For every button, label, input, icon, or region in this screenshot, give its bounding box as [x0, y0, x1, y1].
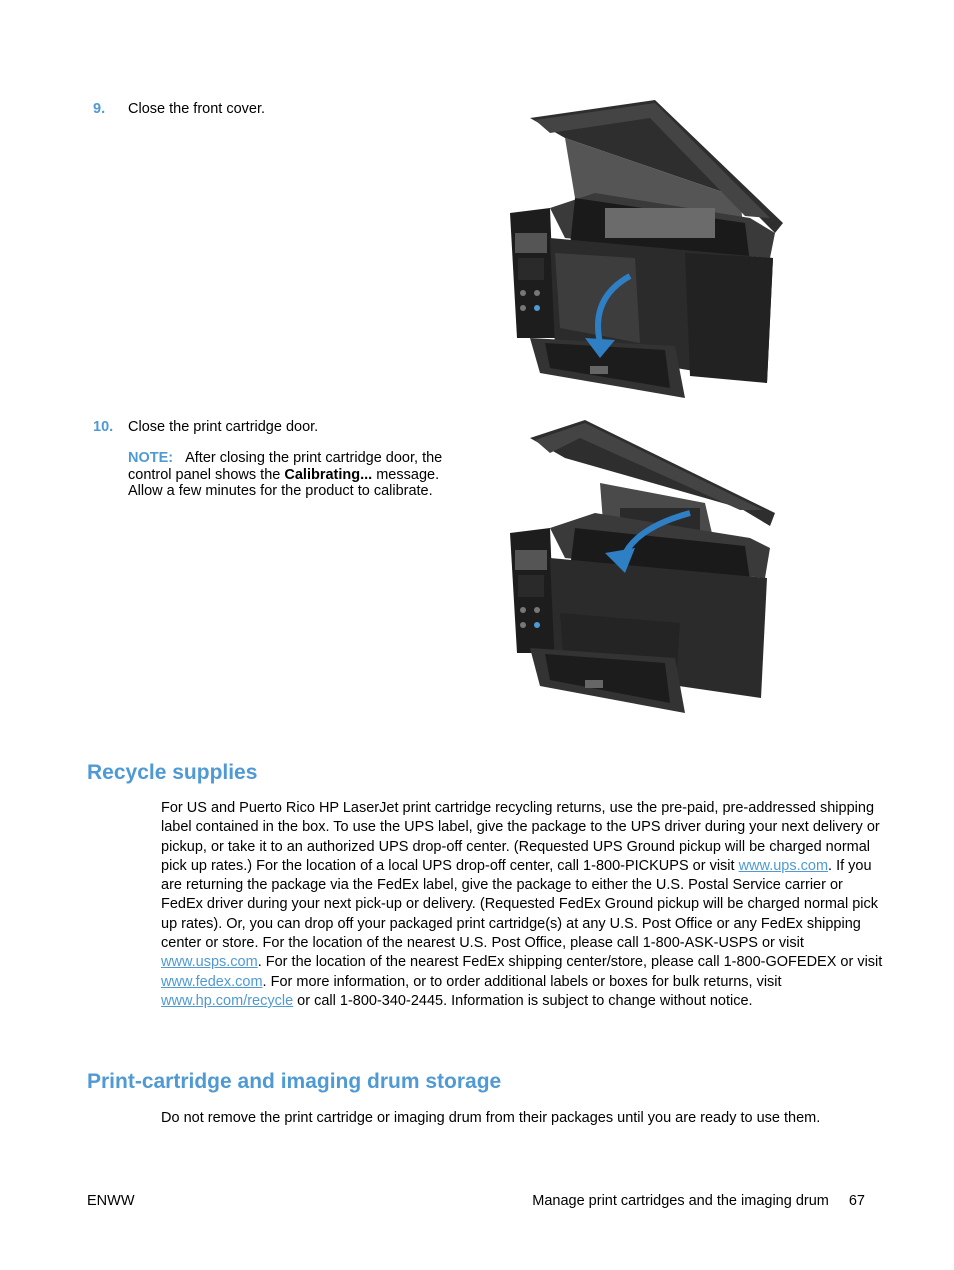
- usps-link[interactable]: www.usps.com: [161, 954, 258, 971]
- note-text-bold: Calibrating...: [284, 466, 373, 483]
- recycle-text-3: . For the location of the nearest FedEx shipping center/store, please call 1-800-GOFEDEX or visit: [257, 954, 883, 971]
- page-number: 67: [848, 1193, 865, 1209]
- note-text-after: message. Allow a few minutes for the product to calibrate.: [128, 466, 440, 499]
- note-text-before: After closing the print cartridge door, the control panel shows the: [128, 450, 443, 483]
- printer-illustration-1: [505, 98, 790, 408]
- step-10-text: Close the print cartridge door.: [128, 419, 319, 435]
- note-block: [128, 450, 458, 500]
- printer-close-cartridge-door-image: [505, 418, 790, 718]
- storage-paragraph: Do not remove the print cartridge or imaging drum from their packages until you are ready to use them.: [161, 1110, 821, 1126]
- step-9-text: Close the front cover.: [128, 101, 266, 117]
- footer-right: [532, 1193, 865, 1209]
- recycle-supplies-heading: Recycle supplies: [87, 761, 258, 784]
- footer-left: ENWW: [87, 1193, 135, 1209]
- footer-chapter-title: Manage print cartridges and the imaging drum: [532, 1193, 829, 1209]
- printer-close-front-cover-image: [505, 98, 790, 408]
- printer-illustration-2: [505, 418, 790, 718]
- note-label: NOTE:: [128, 450, 174, 466]
- fedex-link[interactable]: www.fedex.com: [161, 973, 263, 990]
- storage-heading: Print-cartridge and imaging drum storage: [87, 1070, 502, 1093]
- recycle-supplies-paragraph: [161, 799, 886, 1011]
- step-9-number: 9.: [93, 101, 106, 117]
- ups-link[interactable]: www.ups.com: [738, 857, 829, 874]
- recycle-text-4: . For more information, or to order additional labels or boxes for bulk returns, visit: [262, 973, 782, 990]
- recycle-text-2: . If you are returning the package via the FedEx label, give the package to either the U.S. Postal Service carrier or FedEx driver during your next pick-up or delivery. (Requested FedEx Ground pickup will be charged normal pick up rates). Or, you can drop off your packaged print cartridge(s) at any U.S. Post Office or any FedEx shipping center or store. For the location of the nearest U.S. Post Office, please call 1-800-ASK-USPS or visit: [161, 857, 879, 952]
- recycle-text-5: or call 1-800-340-2445. Information is subject to change without notice.: [293, 992, 753, 1009]
- step-10-number: 10.: [93, 419, 114, 435]
- recycle-text-1: For US and Puerto Rico HP LaserJet print cartridge recycling returns, use the pre-paid, pre-addressed shipping label contained in the box. To use the UPS label, give the package to the UPS driver during your next delivery or pickup, or take it to an authorized UPS drop-off center. (Requested UPS Ground pickup will be charged normal pick up rates.) For the location of a local UPS drop-off center, call 1-800-PICKUPS or visit: [161, 800, 880, 874]
- hp-recycle-link[interactable]: www.hp.com/recycle: [161, 992, 294, 1009]
